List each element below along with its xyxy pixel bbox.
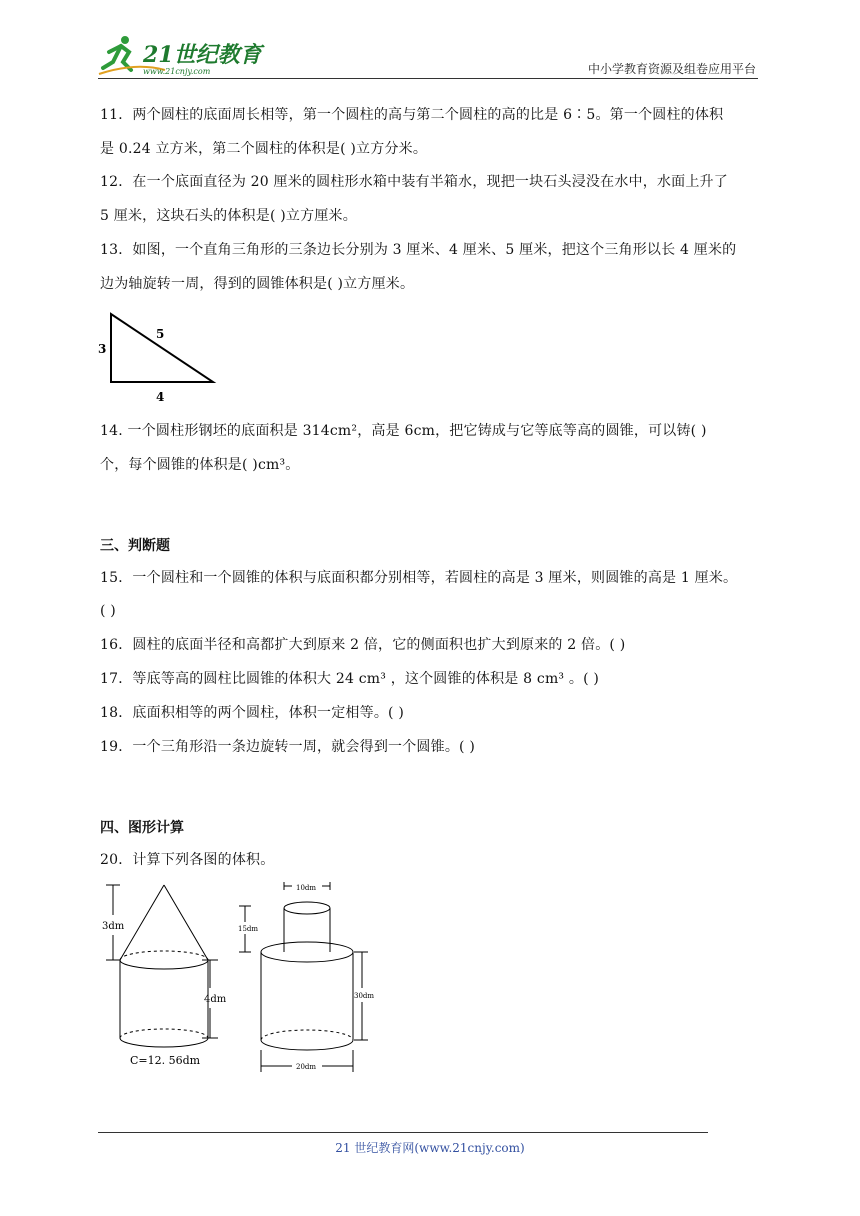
logo-url: www.21cnjy.com <box>143 67 211 76</box>
q11-line1: 11．两个圆柱的底面周长相等，第一个圆柱的高与第二个圆柱的高的比是 6∶5。第一个圆柱的体积 <box>100 107 724 123</box>
q20: 20．计算下列各图的体积。 <box>100 852 275 868</box>
top-diameter-label: 10dm <box>296 884 317 892</box>
site-logo <box>95 32 265 80</box>
triangle-side-5: 5 <box>156 327 165 341</box>
q18: 18．底面积相等的两个圆柱，体积一定相等。( ) <box>100 705 404 721</box>
cylinder-height-label: 4dm <box>204 994 227 1005</box>
circumference-label: C=12. 56dm <box>130 1054 201 1067</box>
stacked-cylinders-figure <box>236 878 386 1078</box>
triangle-side-4: 4 <box>156 390 165 404</box>
q15-line2: ( ) <box>100 603 116 619</box>
triangle-side-3: 3 <box>98 342 107 356</box>
top-height-label: 15dm <box>238 925 259 933</box>
q13-line1: 13．如图，一个直角三角形的三条边长分别为 3 厘米、4 厘米、5 厘米，把这个三角形以长 4 厘米的 <box>100 242 737 258</box>
q11-line2: 是 0.24 立方米，第二个圆柱的体积是( )立方分米。 <box>100 141 428 157</box>
q16: 16．圆柱的底面半径和高都扩大到原来 2 倍，它的侧面积也扩大到原来的 2 倍。( ) <box>100 637 626 653</box>
right-triangle-figure <box>96 308 226 406</box>
q12-line2: 5 厘米，这块石头的体积是( )立方厘米。 <box>100 208 357 224</box>
logo-text: 21世纪教育 <box>143 42 262 68</box>
q17: 17．等底等高的圆柱比圆锥的体积大 24 cm³ ，这个圆锥的体积是 8 cm³ 。( ) <box>100 671 600 687</box>
footer-divider <box>98 1132 708 1133</box>
base-height-label: 30dm <box>354 992 375 1000</box>
q19: 19．一个三角形沿一条边旋转一周，就会得到一个圆锥。( ) <box>100 739 475 755</box>
section-calc: 四、图形计算 <box>100 820 184 836</box>
header-divider <box>98 78 758 79</box>
cone-cylinder-figure <box>98 880 238 1070</box>
q14-line2: 个，每个圆锥的体积是( )cm³。 <box>100 457 300 473</box>
q14-line1: 14. 一个圆柱形钢坯的底面积是 314cm²，高是 6cm，把它铸成与它等底等高的圆锥，可以铸( ) <box>100 423 707 439</box>
base-diameter-label: 20dm <box>296 1063 317 1071</box>
platform-name: 中小学教育资源及组卷应用平台 <box>587 62 756 76</box>
section-judge: 三、判断题 <box>100 538 170 554</box>
q12-line1: 12．在一个底面直径为 20 厘米的圆柱形水箱中装有半箱水，现把一块石头浸没在水中，水面上升了 <box>100 174 728 190</box>
q13-line2: 边为轴旋转一周，得到的圆锥体积是( )立方厘米。 <box>100 276 415 292</box>
cone-height-label: 3dm <box>102 921 125 932</box>
q15-line1: 15．一个圆柱和一个圆锥的体积与底面积都分别相等，若圆柱的高是 3 厘米，则圆锥的高是 1 厘米。 <box>100 570 738 586</box>
footer-link[interactable]: 21 世纪教育网(www.21cnjy.com) <box>335 1141 525 1155</box>
